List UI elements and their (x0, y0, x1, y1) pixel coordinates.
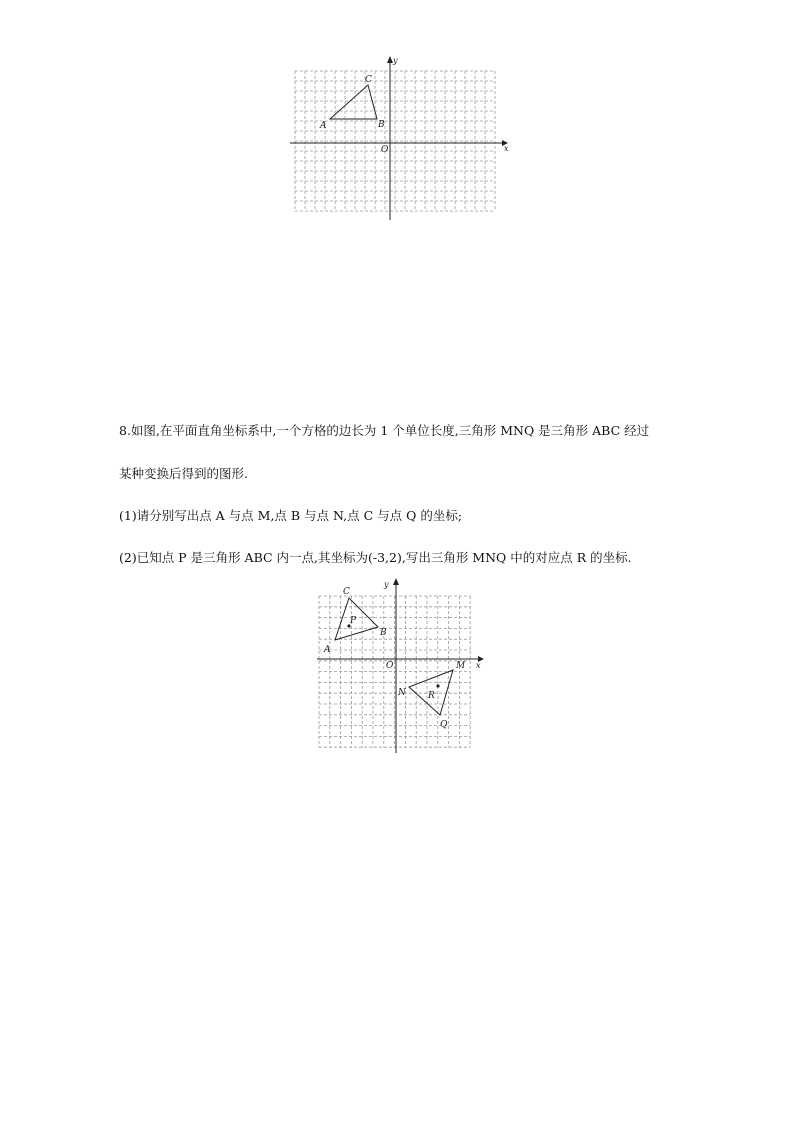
figure-2-y-arrow-icon (393, 578, 399, 585)
question-1: (1)请分别写出点 A 与点 M,点 B 与点 N,点 C 与点 Q 的坐标; (119, 508, 463, 523)
figure-1-x-label: x (504, 144, 509, 153)
figure-2-x-label: x (476, 661, 481, 670)
figure-2-point-b-label: B (380, 628, 387, 638)
triangle-abc (335, 598, 378, 640)
question-2: (2)已知点 P 是三角形 ABC 内一点,其坐标为(-3,2),写出三角形 MNQ 中的对应点 R 的坐标. (119, 550, 632, 565)
figure-1-origin-label: O (381, 145, 389, 155)
figure-1-svg (280, 55, 510, 225)
figure-2-point-c-label: C (343, 587, 350, 597)
point-r-dot (436, 684, 439, 687)
figure-2-point-n-label: N (398, 688, 406, 698)
figure-2-point-a-label: A (324, 645, 331, 655)
figure-2-point-p-label: P (350, 616, 357, 626)
figure-2-point-r-label: R (428, 691, 435, 701)
figure-2-origin-label: O (386, 661, 394, 671)
figure-2-point-q-label: Q (440, 720, 448, 730)
figure-1-grid (295, 71, 495, 211)
figure-1-y-label: y (393, 56, 398, 65)
figure-1-point-b-label: B (378, 120, 385, 130)
figure-2-point-m-label: M (456, 661, 466, 671)
figure-1-point-a-label: A (320, 121, 327, 131)
figure-1-coordinate-grid (280, 55, 510, 225)
figure-2-coordinate-grid (312, 577, 492, 757)
figure-1-point-c-label: C (365, 75, 372, 85)
triangle-abc (330, 85, 377, 119)
figure-2-y-label: y (384, 580, 389, 589)
figure-2-svg (312, 577, 492, 757)
problem-line-2: 某种变换后得到的图形. (119, 466, 248, 481)
problem-line-1: 8.如图,在平面直角坐标系中,一个方格的边长为 1 个单位长度,三角形 MNQ 是三角形 ABC 经过 (119, 423, 650, 438)
